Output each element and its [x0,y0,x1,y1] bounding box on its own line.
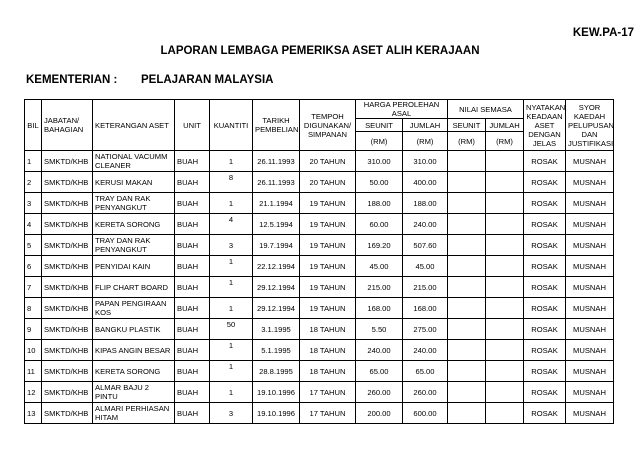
header-jumlah-nilai: JUMLAH [486,119,524,132]
header-jumlah-harga: JUMLAH [403,119,448,132]
cell-harga-jumlah: 275.00 [403,319,448,340]
table-body [25,151,614,424]
header-syor: SYOR KAEDAH PELUPUSAN DAN JUSTIFIKASI [566,100,614,151]
table-row [25,172,614,193]
cell-kuantiti [210,361,253,382]
ministry-line [26,74,274,86]
cell-jabatan: SMKTD/KHB [42,319,93,340]
cell-keadaan: ROSAK [524,214,566,235]
cell-nilai-jumlah [486,382,524,403]
header-unit: UNIT [175,100,210,151]
header-rm: (RM) [486,132,524,151]
cell-keterangan: PENYIDAI KAIN [93,256,175,277]
cell-nilai-seunit [448,214,486,235]
cell-tempoh: 18 TAHUN [300,361,356,382]
cell-syor: MUSNAH [566,256,614,277]
cell-syor: MUSNAH [566,298,614,319]
cell-keterangan: KERETA SORONG [93,361,175,382]
cell-tempoh: 19 TAHUN [300,256,356,277]
cell-harga-jumlah: 188.00 [403,193,448,214]
cell-unit: BUAH [175,235,210,256]
cell-tempoh: 18 TAHUN [300,319,356,340]
kuantiti-value: 50 [226,319,236,329]
cell-harga-jumlah: 400.00 [403,172,448,193]
cell-harga-jumlah: 240.00 [403,214,448,235]
header-kuantiti: KUANTITI [210,100,253,151]
kuantiti-value: 1 [228,277,234,287]
cell-keterangan: TRAY DAN RAK PENYANGKUT [93,235,175,256]
cell-bil: 4 [25,214,42,235]
cell-tarikh: 29.12.1994 [253,277,300,298]
cell-syor: MUSNAH [566,319,614,340]
cell-kuantiti: 1 [210,151,253,172]
cell-nilai-seunit [448,151,486,172]
cell-nilai-seunit [448,256,486,277]
cell-kuantiti: 1 [210,193,253,214]
cell-harga-seunit: 215.00 [356,277,403,298]
cell-bil: 2 [25,172,42,193]
cell-unit: BUAH [175,193,210,214]
cell-harga-seunit: 310.00 [356,151,403,172]
cell-keadaan: ROSAK [524,277,566,298]
cell-harga-seunit: 188.00 [356,193,403,214]
asset-table [24,99,614,424]
cell-bil: 5 [25,235,42,256]
cell-tarikh: 12.5.1994 [253,214,300,235]
header-rm: (RM) [356,132,403,151]
cell-keadaan: ROSAK [524,382,566,403]
cell-kuantiti [210,319,253,340]
cell-unit: BUAH [175,361,210,382]
header-keterangan: KETERANGAN ASET [93,100,175,151]
cell-tempoh: 20 TAHUN [300,151,356,172]
cell-keadaan: ROSAK [524,298,566,319]
table-row [25,340,614,361]
cell-keterangan: PAPAN PENGIRAAN KOS [93,298,175,319]
cell-harga-seunit: 60.00 [356,214,403,235]
kuantiti-value: 8 [228,172,234,182]
cell-tempoh: 19 TAHUN [300,298,356,319]
table-row [25,151,614,172]
cell-keadaan: ROSAK [524,256,566,277]
cell-bil: 11 [25,361,42,382]
cell-bil: 6 [25,256,42,277]
kuantiti-value: 1 [228,256,234,266]
cell-harga-jumlah: 507.60 [403,235,448,256]
cell-kuantiti [210,340,253,361]
cell-harga-seunit: 169.20 [356,235,403,256]
table-row [25,361,614,382]
cell-nilai-jumlah [486,277,524,298]
cell-harga-jumlah: 240.00 [403,340,448,361]
table-row [25,382,614,403]
kuantiti-value: 4 [228,214,234,224]
header-harga: HARGA PEROLEHAN ASAL [356,100,448,119]
header-bil: BIL [25,100,42,151]
cell-bil: 1 [25,151,42,172]
cell-unit: BUAH [175,403,210,424]
table-row [25,298,614,319]
cell-keterangan: TRAY DAN RAK PENYANGKUT [93,193,175,214]
table-row [25,235,614,256]
cell-jabatan: SMKTD/KHB [42,361,93,382]
cell-syor: MUSNAH [566,340,614,361]
cell-nilai-seunit [448,319,486,340]
cell-unit: BUAH [175,382,210,403]
cell-syor: MUSNAH [566,235,614,256]
table-row [25,403,614,424]
header-seunit-harga: SEUNIT [356,119,403,132]
cell-harga-seunit: 50.00 [356,172,403,193]
cell-keadaan: ROSAK [524,151,566,172]
cell-tempoh: 19 TAHUN [300,277,356,298]
table-row [25,277,614,298]
table-header [25,100,614,151]
cell-unit: BUAH [175,298,210,319]
cell-tempoh: 19 TAHUN [300,214,356,235]
cell-bil: 8 [25,298,42,319]
cell-harga-jumlah: 260.00 [403,382,448,403]
cell-harga-seunit: 168.00 [356,298,403,319]
cell-keterangan: FLIP CHART BOARD [93,277,175,298]
cell-tempoh: 19 TAHUN [300,193,356,214]
cell-keadaan: ROSAK [524,361,566,382]
cell-tempoh: 17 TAHUN [300,382,356,403]
cell-tarikh: 5.1.1995 [253,340,300,361]
cell-tarikh: 22.12.1994 [253,256,300,277]
report-title: LAPORAN LEMBAGA PEMERIKSA ASET ALIH KERAJAAN [160,45,480,57]
header-nilai: NILAI SEMASA [448,100,524,119]
cell-harga-jumlah: 310.00 [403,151,448,172]
table-row [25,193,614,214]
cell-jabatan: SMKTD/KHB [42,382,93,403]
cell-bil: 7 [25,277,42,298]
cell-nilai-jumlah [486,319,524,340]
cell-nilai-jumlah [486,361,524,382]
cell-tarikh: 19.7.1994 [253,235,300,256]
header-jabatan: JABATAN/ BAHAGIAN [42,100,93,151]
cell-nilai-seunit [448,172,486,193]
cell-harga-jumlah: 215.00 [403,277,448,298]
cell-tarikh: 19.10.1996 [253,382,300,403]
cell-syor: MUSNAH [566,193,614,214]
cell-harga-seunit: 260.00 [356,382,403,403]
cell-tarikh: 3.1.1995 [253,319,300,340]
cell-keterangan: ALMARI PERHIASAN HITAM [93,403,175,424]
form-code: KEW.PA-17 [572,27,634,39]
cell-harga-seunit: 65.00 [356,361,403,382]
cell-jabatan: SMKTD/KHB [42,151,93,172]
cell-tarikh: 28.8.1995 [253,361,300,382]
header-rm: (RM) [403,132,448,151]
header-tempoh: TEMPOH DIGUNAKAN/ SIMPANAN [300,100,356,151]
cell-jabatan: SMKTD/KHB [42,403,93,424]
cell-jabatan: SMKTD/KHB [42,172,93,193]
header-rm: (RM) [448,132,486,151]
cell-tempoh: 17 TAHUN [300,403,356,424]
cell-keadaan: ROSAK [524,340,566,361]
cell-harga-jumlah: 600.00 [403,403,448,424]
cell-keterangan: BANGKU PLASTIK [93,319,175,340]
cell-kuantiti [210,172,253,193]
cell-unit: BUAH [175,340,210,361]
kuantiti-value: 1 [228,340,234,350]
cell-keadaan: ROSAK [524,319,566,340]
cell-kuantiti [210,256,253,277]
cell-keadaan: ROSAK [524,403,566,424]
cell-bil: 9 [25,319,42,340]
cell-harga-jumlah: 168.00 [403,298,448,319]
cell-unit: BUAH [175,172,210,193]
ministry-value: PELAJARAN MALAYSIA [141,74,274,86]
table-row [25,256,614,277]
cell-nilai-jumlah [486,214,524,235]
cell-jabatan: SMKTD/KHB [42,277,93,298]
cell-harga-seunit: 200.00 [356,403,403,424]
cell-keterangan: KERUSI MAKAN [93,172,175,193]
cell-harga-seunit: 240.00 [356,340,403,361]
cell-unit: BUAH [175,277,210,298]
cell-tarikh: 19.10.1996 [253,403,300,424]
cell-keadaan: ROSAK [524,172,566,193]
cell-kuantiti [210,277,253,298]
cell-keadaan: ROSAK [524,235,566,256]
cell-kuantiti: 3 [210,403,253,424]
cell-kuantiti [210,214,253,235]
cell-kuantiti: 3 [210,235,253,256]
cell-jabatan: SMKTD/KHB [42,235,93,256]
cell-keterangan: KIPAS ANGIN BESAR [93,340,175,361]
cell-nilai-jumlah [486,193,524,214]
cell-tarikh: 21.1.1994 [253,193,300,214]
cell-keterangan: NATIONAL VACUMM CLEANER [93,151,175,172]
cell-bil: 13 [25,403,42,424]
cell-bil: 12 [25,382,42,403]
cell-nilai-seunit [448,277,486,298]
cell-nilai-seunit [448,193,486,214]
cell-nilai-seunit [448,403,486,424]
cell-tempoh: 19 TAHUN [300,235,356,256]
cell-nilai-jumlah [486,298,524,319]
cell-tarikh: 26.11.1993 [253,151,300,172]
cell-nilai-jumlah [486,403,524,424]
cell-nilai-seunit [448,298,486,319]
cell-bil: 10 [25,340,42,361]
cell-harga-jumlah: 65.00 [403,361,448,382]
cell-jabatan: SMKTD/KHB [42,298,93,319]
cell-unit: BUAH [175,151,210,172]
cell-jabatan: SMKTD/KHB [42,193,93,214]
header-seunit-nilai: SEUNIT [448,119,486,132]
cell-unit: BUAH [175,319,210,340]
cell-nilai-jumlah [486,151,524,172]
cell-nilai-seunit [448,340,486,361]
cell-kuantiti: 1 [210,382,253,403]
cell-tempoh: 20 TAHUN [300,172,356,193]
table-row [25,319,614,340]
ministry-label: KEMENTERIAN : [26,74,118,86]
table-row [25,214,614,235]
cell-bil: 3 [25,193,42,214]
cell-syor: MUSNAH [566,403,614,424]
cell-nilai-jumlah [486,235,524,256]
cell-keadaan: ROSAK [524,193,566,214]
cell-nilai-jumlah [486,172,524,193]
cell-tarikh: 29.12.1994 [253,298,300,319]
cell-keterangan: KERETA SORONG [93,214,175,235]
cell-harga-jumlah: 45.00 [403,256,448,277]
cell-nilai-seunit [448,382,486,403]
kuantiti-value: 1 [228,361,234,371]
cell-harga-seunit: 45.00 [356,256,403,277]
cell-jabatan: SMKTD/KHB [42,214,93,235]
cell-unit: BUAH [175,256,210,277]
cell-harga-seunit: 5.50 [356,319,403,340]
cell-nilai-jumlah [486,340,524,361]
cell-tempoh: 18 TAHUN [300,340,356,361]
cell-unit: BUAH [175,214,210,235]
cell-syor: MUSNAH [566,277,614,298]
cell-tarikh: 26.11.1993 [253,172,300,193]
cell-nilai-seunit [448,361,486,382]
cell-syor: MUSNAH [566,361,614,382]
cell-jabatan: SMKTD/KHB [42,256,93,277]
cell-syor: MUSNAH [566,151,614,172]
cell-syor: MUSNAH [566,172,614,193]
cell-syor: MUSNAH [566,382,614,403]
cell-nilai-seunit [448,235,486,256]
cell-jabatan: SMKTD/KHB [42,340,93,361]
header-nyatakan: NYATAKAN KEADAAN ASET DENGAN JELAS [524,100,566,151]
cell-keterangan: ALMAR BAJU 2 PINTU [93,382,175,403]
cell-nilai-jumlah [486,256,524,277]
cell-kuantiti: 1 [210,298,253,319]
header-tarikh: TARIKH PEMBELIAN [253,100,300,151]
cell-syor: MUSNAH [566,214,614,235]
